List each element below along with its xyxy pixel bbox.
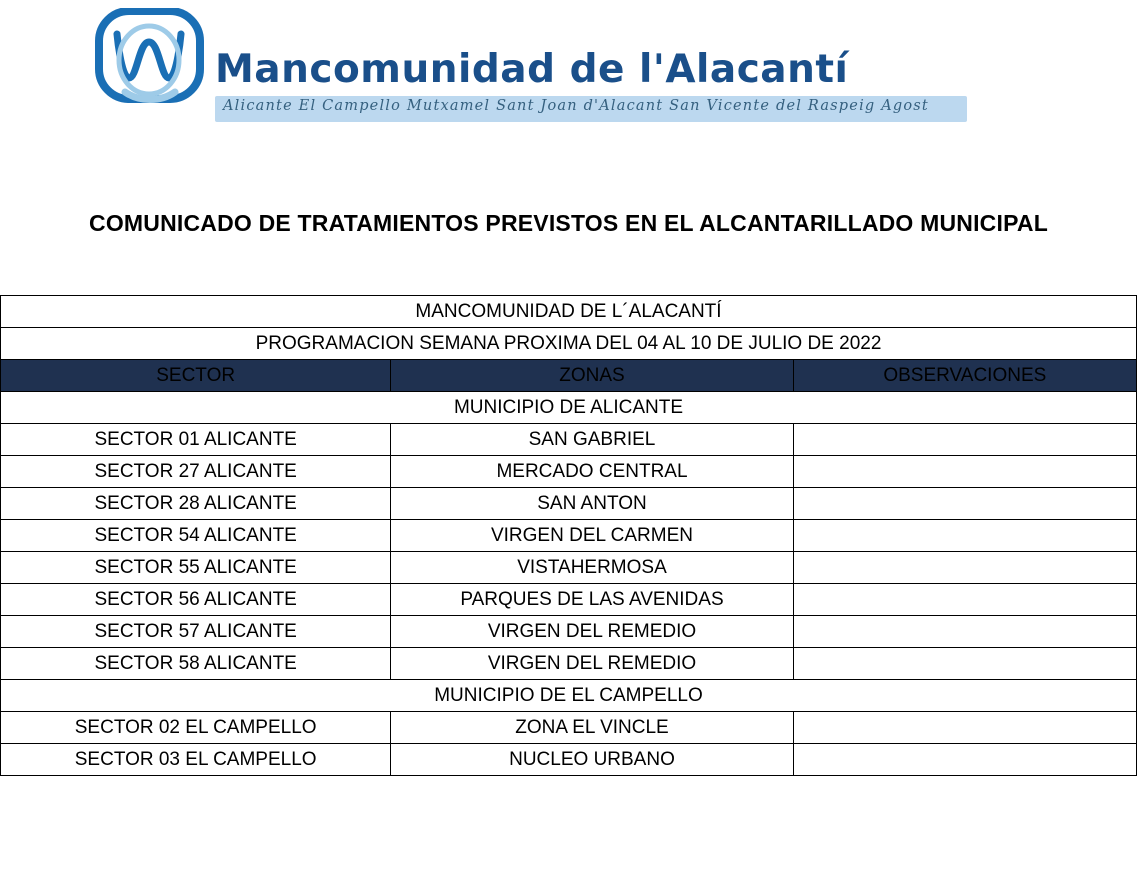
cell-zona: MERCADO CENTRAL <box>391 456 793 488</box>
cell-zona: SAN ANTON <box>391 488 793 520</box>
cell-sector: SECTOR 55 ALICANTE <box>1 552 391 584</box>
cell-observaciones <box>793 648 1136 680</box>
cell-observaciones <box>793 488 1136 520</box>
column-header-sector: SECTOR <box>1 360 391 392</box>
table-row <box>1 456 1137 488</box>
cell-observaciones <box>793 424 1136 456</box>
table-row <box>1 712 1137 744</box>
table-header-row <box>1 360 1137 392</box>
schedule-table <box>0 295 1137 776</box>
schedule-table-wrap <box>0 295 1137 776</box>
table-row <box>1 552 1137 584</box>
table-subtitle-row <box>1 328 1137 360</box>
cell-sector: SECTOR 54 ALICANTE <box>1 520 391 552</box>
cell-zona: ZONA EL VINCLE <box>391 712 793 744</box>
table-row <box>1 616 1137 648</box>
municipio-row <box>1 680 1137 712</box>
table-title-row <box>1 296 1137 328</box>
mancomunidad-logo-icon <box>95 8 210 118</box>
cell-sector: SECTOR 28 ALICANTE <box>1 488 391 520</box>
cell-sector: SECTOR 27 ALICANTE <box>1 456 391 488</box>
cell-sector: SECTOR 57 ALICANTE <box>1 616 391 648</box>
cell-zona: VIRGEN DEL CARMEN <box>391 520 793 552</box>
cell-zona: SAN GABRIEL <box>391 424 793 456</box>
table-row <box>1 488 1137 520</box>
municipio-label: MUNICIPIO DE ALICANTE <box>1 392 1137 424</box>
table-row <box>1 648 1137 680</box>
table-subtitle: PROGRAMACION SEMANA PROXIMA DEL 04 AL 10 DE JULIO DE 2022 <box>1 328 1137 360</box>
cell-observaciones <box>793 552 1136 584</box>
cell-zona: NUCLEO URBANO <box>391 744 793 776</box>
cell-observaciones <box>793 744 1136 776</box>
cell-observaciones <box>793 456 1136 488</box>
municipio-row <box>1 392 1137 424</box>
logo-title-wrap <box>215 47 995 92</box>
cell-sector: SECTOR 58 ALICANTE <box>1 648 391 680</box>
table-row <box>1 520 1137 552</box>
table-row <box>1 744 1137 776</box>
cell-observaciones <box>793 584 1136 616</box>
column-header-zonas: ZONAS <box>391 360 793 392</box>
cell-observaciones <box>793 520 1136 552</box>
cell-zona: VIRGEN DEL REMEDIO <box>391 648 793 680</box>
page-title: COMUNICADO DE TRATAMIENTOS PREVISTOS EN EL ALCANTARILLADO MUNICIPAL <box>89 210 1048 236</box>
logo-subtitle: Alicante El Campello Mutxamel Sant Joan d'Alacant San Vicente del Raspeig Agost <box>223 98 929 114</box>
table-title: MANCOMUNIDAD DE L´ALACANTÍ <box>1 296 1137 328</box>
table-row <box>1 424 1137 456</box>
logo-title: Mancomunidad de l'Alacantí <box>215 47 849 92</box>
logo-block <box>95 8 995 133</box>
municipio-label: MUNICIPIO DE EL CAMPELLO <box>1 680 1137 712</box>
cell-zona: PARQUES DE LAS AVENIDAS <box>391 584 793 616</box>
cell-sector: SECTOR 01 ALICANTE <box>1 424 391 456</box>
cell-sector: SECTOR 02 EL CAMPELLO <box>1 712 391 744</box>
cell-zona: VIRGEN DEL REMEDIO <box>391 616 793 648</box>
cell-observaciones <box>793 616 1136 648</box>
schedule-table-body <box>1 296 1137 776</box>
cell-sector: SECTOR 03 EL CAMPELLO <box>1 744 391 776</box>
table-row <box>1 584 1137 616</box>
cell-sector: SECTOR 56 ALICANTE <box>1 584 391 616</box>
cell-observaciones <box>793 712 1136 744</box>
column-header-observaciones: OBSERVACIONES <box>793 360 1136 392</box>
cell-zona: VISTAHERMOSA <box>391 552 793 584</box>
